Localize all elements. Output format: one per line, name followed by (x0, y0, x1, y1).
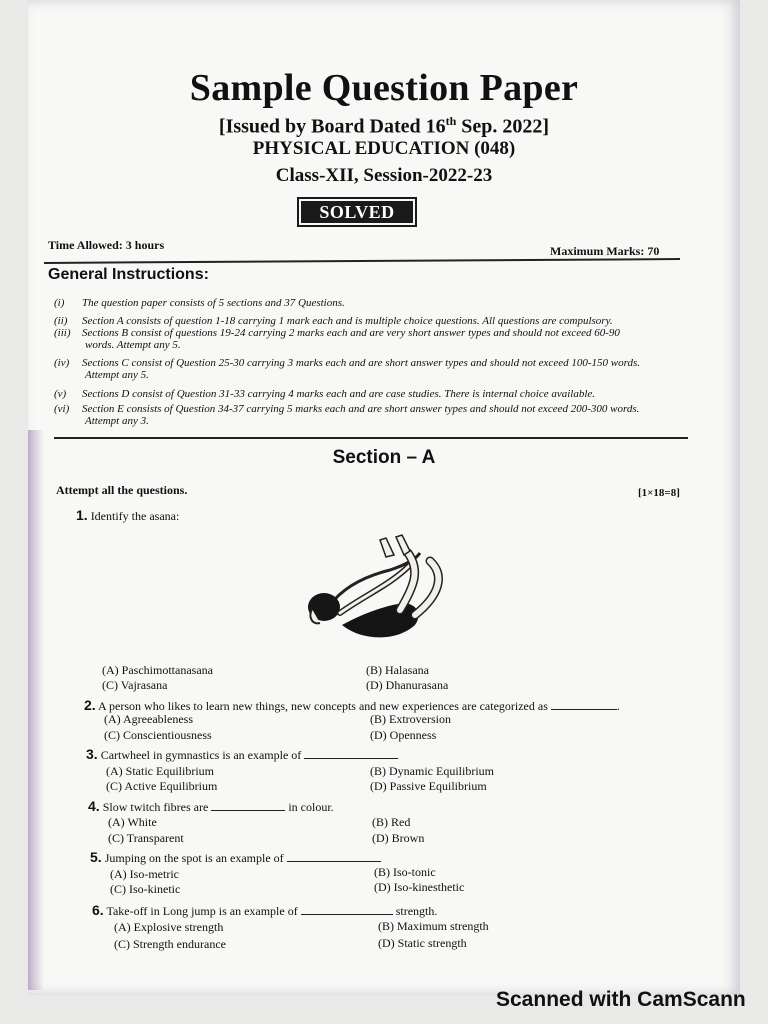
instruction-continuation: Attempt any 3. (85, 415, 149, 427)
question-number: 4. (88, 798, 100, 814)
question-text: A person who likes to learn new things, new concepts and new experiences are categorized as (98, 699, 548, 713)
option-letter: (A) (106, 764, 123, 778)
answer-blank[interactable] (287, 861, 381, 862)
option-text: Iso-metric (129, 867, 179, 881)
time-allowed: Time Allowed: 3 hours (48, 238, 165, 252)
q4-option-d[interactable] (372, 831, 424, 846)
question-text-after: in colour. (288, 800, 334, 814)
option-text: Transparent (126, 831, 184, 845)
option-letter: (D) (370, 779, 387, 793)
option-letter: (D) (372, 831, 389, 845)
option-letter: (C) (102, 678, 118, 692)
option-text: Static Equilibrium (125, 764, 214, 778)
instruction-number: (i) (54, 297, 65, 309)
question-4 (88, 798, 334, 815)
instruction-text: Sections D consist of Question 31-33 carrying 4 marks each and are case studies. There is internal choice available. (82, 388, 596, 400)
option-letter: (C) (114, 937, 130, 951)
option-letter: (C) (108, 831, 124, 845)
answer-blank[interactable] (551, 709, 617, 710)
question-text-after: strength. (395, 904, 438, 918)
instruction-item (54, 315, 694, 327)
q6-option-c[interactable] (114, 937, 226, 952)
instruction-continuation: Attempt any 5. (85, 369, 149, 381)
question-text-after: . (616, 699, 620, 713)
q2-option-b[interactable] (370, 712, 451, 727)
q6-option-a[interactable] (114, 920, 223, 935)
question-number: 3. (86, 746, 98, 762)
question-5 (90, 849, 381, 866)
issued-sup: th (445, 114, 457, 128)
option-letter: (B) (372, 815, 388, 829)
question-text: Slow twitch fibres are (102, 800, 209, 814)
option-text: Passive Equilibrium (389, 779, 487, 793)
option-letter: (B) (378, 919, 394, 933)
instruction-text: The question paper consists of 5 sections and 37 Questions. (82, 297, 345, 309)
option-letter: (A) (102, 663, 119, 677)
scanner-watermark: Scanned with CamScann (496, 988, 746, 1011)
instruction-number: (ii) (54, 315, 68, 327)
option-letter: (B) (374, 865, 390, 879)
question-number: 2. (84, 697, 96, 713)
instruction-item (54, 297, 694, 309)
question-number: 5. (90, 849, 102, 865)
instructions-divider (54, 437, 688, 439)
instruction-text: Sections C consist of Question 25-30 carrying 3 marks each and are short answer types and should not exceed 100-150 words. (82, 357, 640, 369)
option-text: Paschimottanasana (121, 663, 213, 677)
option-text: Extroversion (389, 712, 451, 726)
option-letter: (A) (104, 712, 121, 726)
option-letter: (B) (370, 764, 386, 778)
page-edge-shadow (28, 430, 44, 990)
option-letter: (B) (370, 712, 386, 726)
instruction-continuation: words. Attempt any 5. (85, 339, 181, 351)
question-text: Identify the asana: (90, 509, 180, 523)
instruction-item (54, 403, 694, 427)
q1-option-b[interactable] (366, 663, 429, 678)
answer-blank[interactable] (211, 810, 285, 811)
q1-option-c[interactable] (102, 678, 167, 693)
q3-option-a[interactable] (106, 764, 214, 779)
option-text: Iso-kinesthetic (393, 880, 465, 894)
q5-option-c[interactable] (110, 882, 180, 897)
q3-option-c[interactable] (106, 779, 217, 794)
answer-blank[interactable] (304, 758, 398, 759)
question-text: Cartwheel in gymnastics is an example of (100, 748, 302, 762)
solved-badge: SOLVED (301, 201, 413, 223)
option-text: Static strength (397, 936, 467, 950)
option-text: Agreeableness (123, 712, 193, 726)
instruction-number: (iv) (54, 357, 70, 369)
q1-option-d[interactable] (366, 678, 448, 693)
instruction-number: (iii) (54, 327, 71, 339)
subject-line: PHYSICAL EDUCATION (048) (252, 138, 516, 159)
option-text: Dynamic Equilibrium (389, 764, 494, 778)
instruction-item (54, 327, 694, 351)
option-letter: (A) (110, 867, 127, 881)
instruction-item (54, 357, 694, 381)
q3-option-b[interactable] (370, 764, 494, 779)
instruction-number: (vi) (54, 403, 70, 415)
question-1 (76, 507, 179, 524)
question-text: Take-off in Long jump is an example of (106, 904, 298, 918)
option-letter: (A) (114, 920, 131, 934)
option-text: Vajrasana (120, 678, 168, 692)
option-text: Iso-kinetic (129, 882, 181, 896)
option-text: Halasana (385, 663, 429, 677)
instructions-title: General Instructions: (48, 266, 209, 283)
q5-option-d[interactable] (374, 880, 464, 895)
q4-option-c[interactable] (108, 831, 184, 846)
q4-option-a[interactable] (108, 815, 157, 830)
option-letter: (C) (110, 882, 126, 896)
q5-option-b[interactable] (374, 865, 436, 880)
option-letter: (D) (374, 880, 391, 894)
instruction-item (54, 388, 694, 400)
option-letter: (D) (378, 936, 395, 950)
option-letter: (D) (370, 728, 387, 742)
option-text: Red (391, 815, 411, 829)
instruction-text: Sections B consist of questions 19-24 carrying 2 marks each and are very short answer types and should not exceed 60-90 (82, 327, 620, 339)
paper-title: Sample Question Paper (189, 67, 579, 109)
option-text: Dhanurasana (385, 678, 449, 692)
instruction-text: Section A consists of question 1-18 carrying 1 mark each and is multiple choice questions. All questions are compulsory. (82, 315, 613, 327)
q6-option-d[interactable] (378, 936, 467, 951)
option-text: Openness (389, 728, 437, 742)
q2-option-c[interactable] (104, 728, 212, 743)
issued-prefix: [Issued by Board Dated 16 (218, 115, 446, 138)
issued-line (0, 114, 768, 139)
q4-option-b[interactable] (372, 815, 410, 830)
option-text: Strength endurance (133, 937, 226, 951)
option-text: Explosive strength (133, 920, 224, 934)
option-letter: (C) (106, 779, 122, 793)
question-6 (92, 902, 437, 919)
answer-blank[interactable] (301, 914, 393, 915)
option-letter: (D) (366, 678, 383, 692)
option-text: White (127, 815, 157, 829)
option-text: Iso-tonic (393, 865, 436, 879)
option-text: Conscientiousness (123, 728, 212, 742)
q3-option-d[interactable] (370, 779, 487, 794)
attempt-instruction: Attempt all the questions. (56, 483, 188, 497)
q6-option-b[interactable] (378, 919, 489, 934)
option-text: Brown (391, 831, 425, 845)
section-marks: [1×18=8] (638, 487, 680, 499)
asana-illustration (300, 525, 460, 665)
option-text: Active Equilibrium (124, 779, 218, 793)
option-letter: (B) (366, 663, 382, 677)
question-number: 6. (92, 902, 104, 918)
option-letter: (A) (108, 815, 125, 829)
q1-option-a[interactable] (102, 663, 213, 678)
instruction-number: (v) (54, 388, 67, 400)
instruction-text: Section E consists of Question 34-37 carrying 5 marks each and are short answer types and should not exceed 200-300 words. (82, 403, 640, 415)
q2-option-d[interactable] (370, 728, 436, 743)
option-letter: (C) (104, 728, 120, 742)
question-text: Jumping on the spot is an example of (104, 851, 284, 865)
section-title: Section – A (332, 447, 436, 468)
question-3 (86, 746, 398, 763)
question-number: 1. (76, 507, 88, 523)
session-line: Class-XII, Session-2022-23 (275, 165, 493, 186)
maximum-marks: Maximum Marks: 70 (550, 244, 660, 258)
q2-option-a[interactable] (104, 712, 193, 727)
issued-suffix: Sep. 2022] (456, 115, 550, 138)
q5-option-a[interactable] (110, 867, 179, 882)
option-text: Maximum strength (397, 919, 489, 933)
